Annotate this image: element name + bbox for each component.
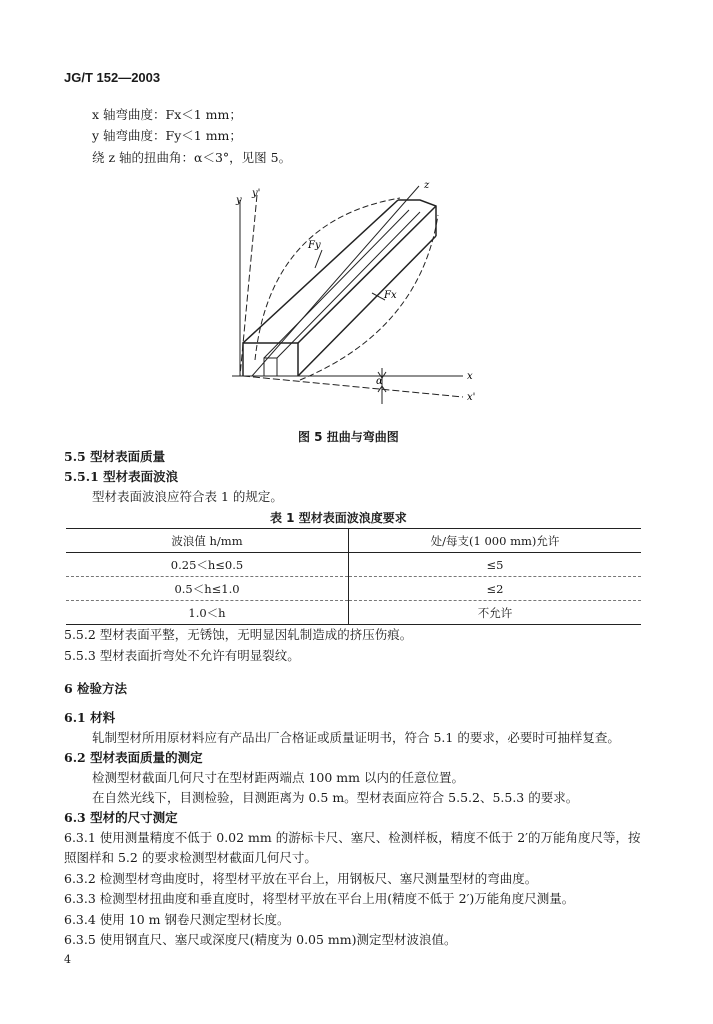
label-y: y <box>236 195 242 206</box>
cell-allowed: ≤5 <box>349 553 642 577</box>
section-6-title: 6 检验方法 <box>64 681 128 696</box>
cell-allowed: ≤2 <box>349 577 642 601</box>
table-row <box>66 577 641 601</box>
label-x-prime: x' <box>467 392 476 403</box>
cell-allowed: 不允许 <box>477 605 513 620</box>
section-6-3-2: 6.3.2 检测型材弯曲度时，将型材平放在平台上，用钢板尺、塞尺测量型材的弯曲度。 <box>64 871 538 886</box>
cell-wave: 1.0＜h <box>66 601 349 625</box>
section-6-3-1-line2: 照图样和 5.2 的要求检测型材截面几何尺寸。 <box>64 850 317 865</box>
label-fy: Fy <box>308 240 321 251</box>
figure-caption: 图 5 扭曲与弯曲图 <box>298 430 399 444</box>
header-wave-value: 波浪值 h/mm <box>66 529 349 553</box>
page-number: 4 <box>64 953 71 966</box>
section-5-5-2: 5.5.2 型材表面平整，无锈蚀，无明显因轧制造成的挤压伤痕。 <box>64 627 413 642</box>
section-5-5-1-title: 5.5.1 型材表面波浪 <box>64 469 179 484</box>
section-6-3-3: 6.3.3 检测型材扭曲度和垂直度时，将型材平放在平台上用(精度不低于 2′)万能角度尺测量。 <box>64 891 575 906</box>
section-6-3-4: 6.3.4 使用 10 m 钢卷尺测定型材长度。 <box>64 912 290 927</box>
table-row <box>66 553 641 577</box>
label-z: z <box>424 180 430 191</box>
table-header-row <box>66 529 641 553</box>
label-fx: Fx <box>384 290 397 301</box>
intro-line-x-bending: x 轴弯曲度：Fx＜1 mm； <box>92 107 242 122</box>
torsion-bending-figure <box>0 0 713 430</box>
section-6-3-title: 6.3 型材的尺寸测定 <box>64 810 178 825</box>
section-6-2-line1: 检测型材截面几何尺寸在型材距两端点 100 mm 以内的任意位置。 <box>92 770 464 785</box>
section-5-5-title: 5.5 型材表面质量 <box>64 449 166 464</box>
intro-line-y-bending: y 轴弯曲度：Fy＜1 mm； <box>92 128 242 143</box>
section-5-5-3: 5.5.3 型材表面折弯处不允许有明显裂纹。 <box>64 648 300 663</box>
intro-line-twist: 绕 z 轴的扭曲角：α＜3°，见图 5。 <box>92 150 292 165</box>
header-allowed: 处/每支(1 000 mm)允许 <box>349 529 642 553</box>
table-caption: 表 1 型材表面波浪度要求 <box>270 511 407 525</box>
section-6-1-text: 轧制型材所用原材料应有产品出厂合格证或质量证明书，符合 5.1 的要求，必要时可抽样复查。 <box>92 730 620 745</box>
label-y-prime: y' <box>252 188 261 199</box>
cell-wave: 0.25＜h≤0.5 <box>66 553 349 577</box>
section-6-2-line2: 在自然光线下，目测检验，目测距离为 0.5 m。型材表面应符合 5.5.2、5.5.3 的要求。 <box>92 790 579 805</box>
section-5-5-1-text: 型材表面波浪应符合表 1 的规定。 <box>92 489 283 504</box>
section-6-3-5: 6.3.5 使用钢直尺、塞尺或深度尺(精度为 0.05 mm)测定型材波浪值。 <box>64 932 457 947</box>
table-row <box>66 601 641 625</box>
standard-header: JG/T 152—2003 <box>64 70 161 85</box>
section-6-1-title: 6.1 材料 <box>64 710 116 725</box>
cell-wave: 0.5＜h≤1.0 <box>66 577 349 601</box>
label-alpha: α <box>376 376 383 387</box>
x-prime-axis <box>243 376 463 397</box>
section-6-3-1-line1: 6.3.1 使用测量精度不低于 0.02 mm 的游标卡尺、塞尺、检测样板，精度不低于 2′的万能角度尺等，按 <box>64 830 641 845</box>
section-6-2-title: 6.2 型材表面质量的测定 <box>64 750 203 765</box>
wave-table <box>66 528 641 625</box>
label-x: x <box>467 371 473 382</box>
